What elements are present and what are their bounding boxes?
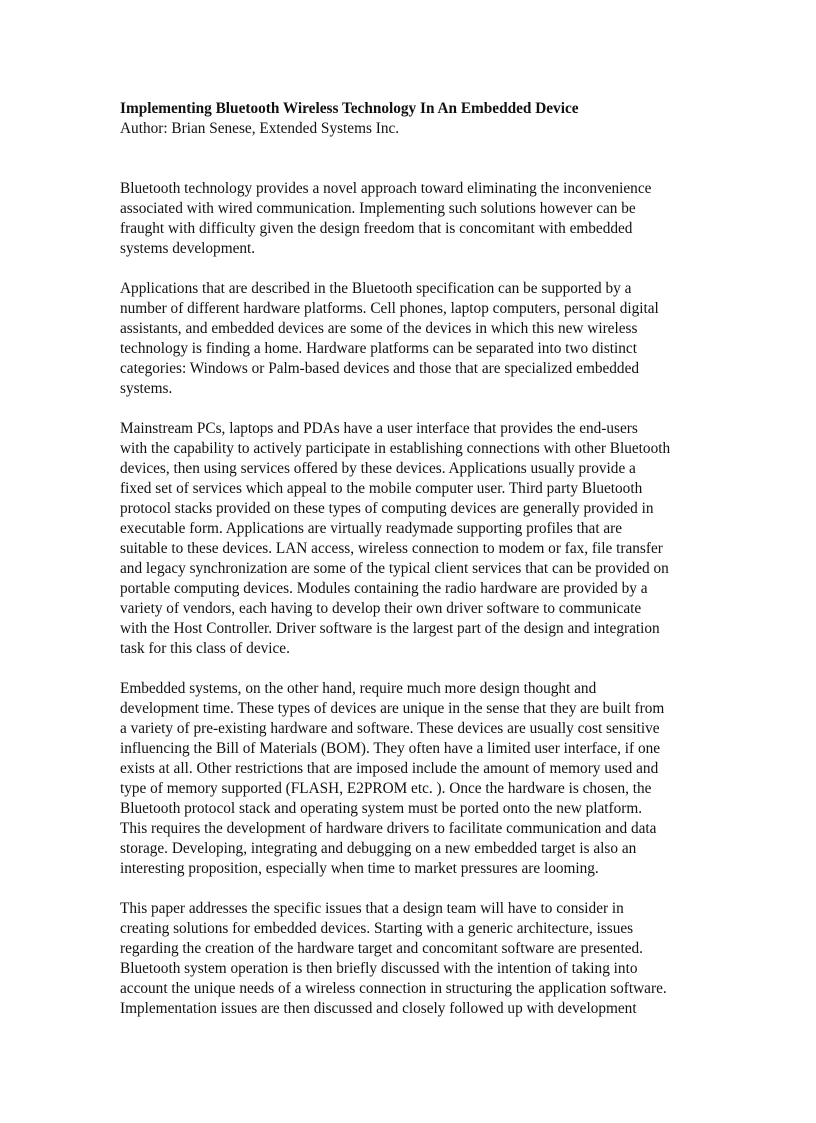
paragraph-line: This paper addresses the specific issues that a design team will have to consider in xyxy=(120,900,624,917)
paragraph-line: storage. Developing, integrating and debugging on a new embedded target is also an xyxy=(120,840,637,857)
paragraph-line: systems development. xyxy=(120,240,256,257)
document-page xyxy=(120,99,700,1039)
paragraph-line: regarding the creation of the hardware target and concomitant software are presented. xyxy=(120,940,643,957)
paragraph-line: associated with wired communication. Implementing such solutions however can be xyxy=(120,200,636,217)
paragraph xyxy=(120,279,700,399)
paragraph-line: Embedded systems, on the other hand, require much more design thought and xyxy=(120,680,597,697)
paragraph-line: type of memory supported (FLASH, E2PROM etc. ). Once the hardware is chosen, the xyxy=(120,780,652,797)
paragraph-line: Bluetooth system operation is then briefly discussed with the intention of taking into xyxy=(120,960,638,977)
paragraph-line: and legacy synchronization are some of the typical client services that can be provided on xyxy=(120,560,669,577)
paragraph-line: development time. These types of devices are unique in the sense that they are built from xyxy=(120,700,665,717)
paragraph-line: assistants, and embedded devices are some of the devices in which this new wireless xyxy=(120,320,638,337)
paragraph xyxy=(120,419,700,659)
paragraph-line: Bluetooth protocol stack and operating system must be ported onto the new platform. xyxy=(120,800,643,817)
paragraph-line: Applications that are described in the Bluetooth specification can be supported by a xyxy=(120,280,632,297)
paragraph-line: interesting proposition, especially when time to market pressures are looming. xyxy=(120,860,599,877)
paragraph-line: Bluetooth technology provides a novel approach toward eliminating the inconvenience xyxy=(120,180,652,197)
paragraph-line: protocol stacks provided on these types of computing devices are generally provided in xyxy=(120,500,654,517)
paragraph-line: Mainstream PCs, laptops and PDAs have a user interface that provides the end-users xyxy=(120,420,638,437)
paragraph xyxy=(120,179,700,259)
paragraph-line: creating solutions for embedded devices. Starting with a generic architecture, issues xyxy=(120,920,634,937)
paragraph-line: number of different hardware platforms. Cell phones, laptop computers, personal digital xyxy=(120,300,659,317)
paper-body xyxy=(120,179,700,1019)
paragraph-line: Implementation issues are then discussed and closely followed up with development xyxy=(120,1000,637,1017)
paragraph-line: suitable to these devices. LAN access, wireless connection to modem or fax, file transfer xyxy=(120,540,663,557)
paragraph-line: exists at all. Other restrictions that are imposed include the amount of memory used and xyxy=(120,760,659,777)
paragraph-line: categories: Windows or Palm-based devices and those that are specialized embedded xyxy=(120,360,640,377)
paper-author: Author: Brian Senese, Extended Systems Inc. xyxy=(120,120,400,137)
paragraph-line: with the Host Controller. Driver software is the largest part of the design and integration xyxy=(120,620,660,637)
paragraph-line: portable computing devices. Modules containing the radio hardware are provided by a xyxy=(120,580,648,597)
paragraph xyxy=(120,899,700,1019)
paragraph-line: fraught with difficulty given the design freedom that is concomitant with embedded xyxy=(120,220,633,237)
paragraph-line: technology is finding a home. Hardware platforms can be separated into two distinct xyxy=(120,340,637,357)
paragraph-line: a variety of pre-existing hardware and software. These devices are usually cost sensitive xyxy=(120,720,660,737)
paragraph-line: This requires the development of hardware drivers to facilitate communication and data xyxy=(120,820,657,837)
paper-title: Implementing Bluetooth Wireless Technology In An Embedded Device xyxy=(120,100,579,117)
paragraph-line: account the unique needs of a wireless connection in structuring the application software. xyxy=(120,980,667,997)
paragraph-line: executable form. Applications are virtually readymade supporting profiles that are xyxy=(120,520,623,537)
paragraph-line: with the capability to actively participate in establishing connections with other Bluetooth xyxy=(120,440,671,457)
paragraph-line: fixed set of services which appeal to the mobile computer user. Third party Bluetooth xyxy=(120,480,643,497)
paragraph xyxy=(120,679,700,879)
paragraph-line: systems. xyxy=(120,380,173,397)
paragraph-line: variety of vendors, each having to develop their own driver software to communicate xyxy=(120,600,642,617)
paragraph-line: devices, then using services offered by these devices. Applications usually provide a xyxy=(120,460,636,477)
paragraph-line: task for this class of device. xyxy=(120,640,290,657)
paragraph-line: influencing the Bill of Materials (BOM). They often have a limited user interface, if one xyxy=(120,740,661,757)
